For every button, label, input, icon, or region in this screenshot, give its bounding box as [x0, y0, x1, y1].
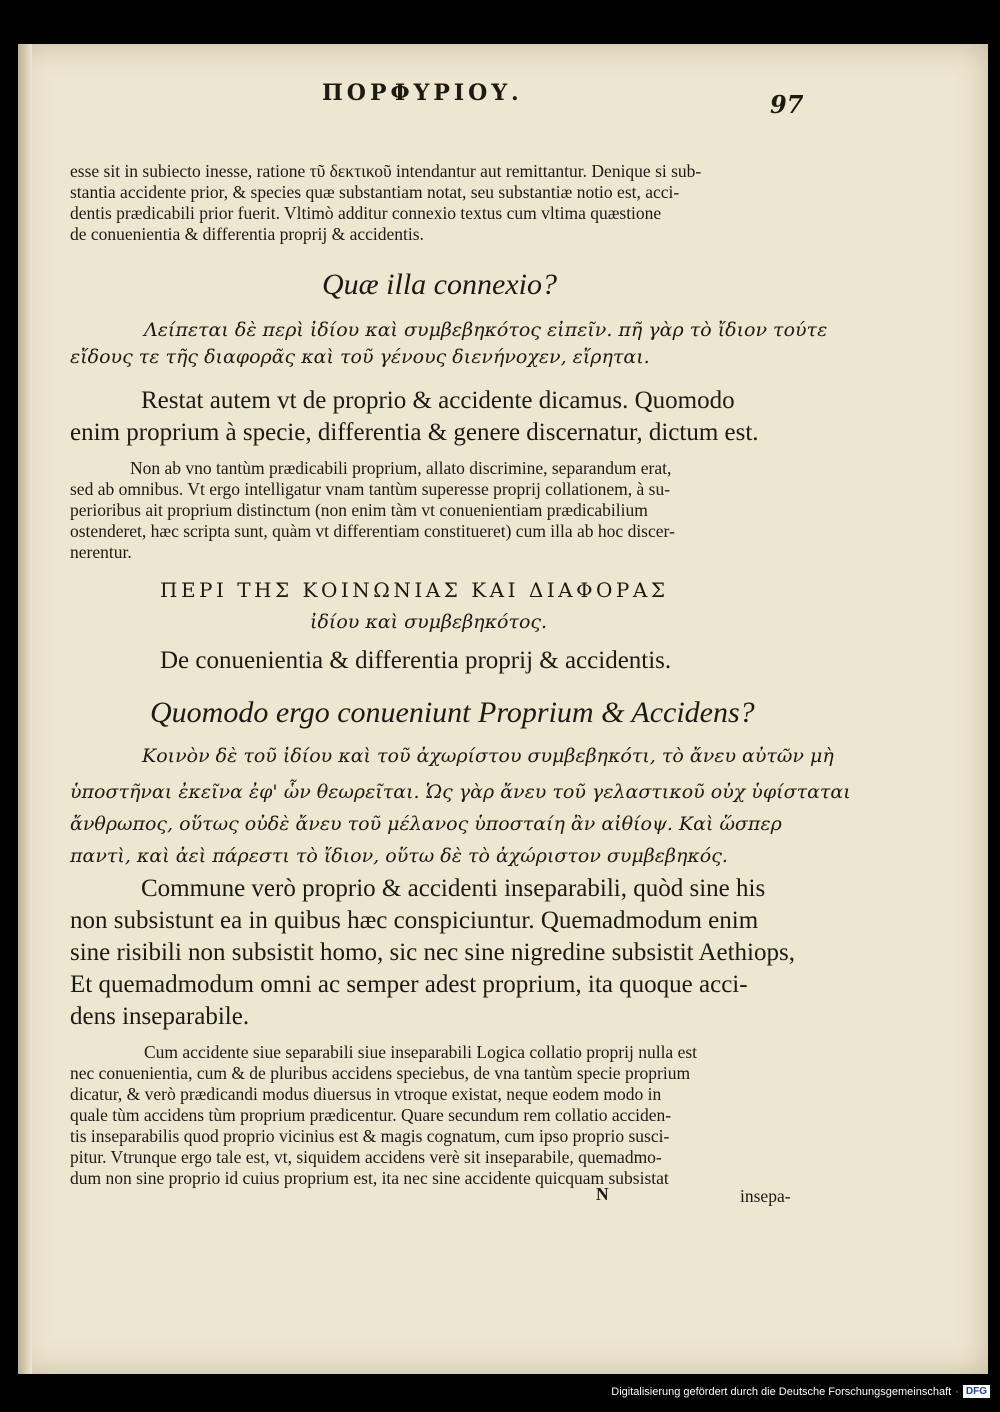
page-edge	[18, 44, 32, 1374]
signature-mark: N	[596, 1184, 609, 1204]
question-heading: Quæ illa connexio?	[322, 268, 557, 301]
section-title-latin: De conuenientia & differentia proprij & accidentis.	[160, 647, 672, 674]
latin-translation-line: enim proprium à specie, differentia & genere discernatur, dictum est.	[70, 419, 759, 446]
commentary-line: pitur. Vtrunque ergo tale est, vt, siquidem accidens verè sit inseparabile, quemadmo-	[70, 1147, 662, 1167]
para1-line: dentis prædicabili prior fuerit. Vltimò additur connexio textus cum vltima quæstione	[70, 203, 662, 223]
latin-translation-line: sine risibili non subsistit homo, sic nec sine nigredine subsistit Aethiops,	[70, 939, 795, 966]
greek-text-line: εἴδους τε τῆς διαφορᾶς καὶ τοῦ γένους διενήνοχεν, εἴρηται.	[70, 346, 650, 368]
para1-line: esse sit in subiecto inesse, ratione τῦ δεκτικοῦ intendantur aut remittantur. Denique si sub-	[70, 161, 702, 181]
commentary-line: tis inseparabilis quod proprio vicinius est & magis cognatum, cum ipso proprio susci-	[70, 1126, 670, 1146]
commentary-line: dicatur, & verò prædicandi modus diuersus in vtroque existat, neque eodem modo in	[70, 1084, 662, 1104]
para1-line: stantia accidente prior, & species quæ substantiam notat, seu substantiæ notio est, acci-	[70, 182, 680, 202]
greek-text-line: ἄνθρωπος, οὕτως οὐδὲ ἄνευ τοῦ μέλανος ὑποσταίη ἂν αἰθίοψ. Καὶ ὥσπερ	[70, 813, 782, 835]
commentary-line: nec conuenientia, cum & de pluribus accidens speciebus, de vna tantùm specie proprium	[70, 1063, 691, 1083]
commentary-line: dum non sine proprio id cuius proprium est, ita nec sine accidente quicquam subsistat	[70, 1168, 669, 1188]
latin-translation-line: Et quemadmodum omni ac semper adest proprium, ita quoque acci-	[70, 971, 748, 998]
greek-text-line: Κοινὸν δὲ τοῦ ἰδίου καὶ τοῦ ἀχωρίστου συμβεβηκότι, τὸ ἄνευ αὐτῶν μὴ	[142, 745, 834, 767]
commentary-line: ostenderet, hæc scripta sunt, quàm vt differentiam constitueret) cum illa ab hoc discer-	[70, 521, 675, 541]
section-title-greek: ΠΕΡΙ ΤΗΣ ΚΟΙΝΩΝΙΑΣ ΚΑΙ ΔΙΑΦΟΡΑΣ	[160, 578, 669, 602]
section-subtitle-greek: ἰδίου καὶ συμβεβηκότος.	[310, 611, 548, 633]
greek-text-line: Λείπεται δὲ περὶ ἰδίου καὶ συμβεβηκότος εἰπεῖν. πῆ γὰρ τὸ ἴδιον τούτε	[144, 319, 828, 341]
digitization-footer	[611, 1385, 990, 1398]
page-number: 97	[770, 90, 804, 119]
commentary-line: perioribus ait proprium distinctum (non enim tàm vt conuenientiam prædicabilium	[70, 500, 648, 520]
greek-text-line: ὑποστῆναι ἐκεῖνα ἐφ' ὧν θεωρεῖται. Ὡς γὰρ ἄνευ τοῦ γελαστικοῦ οὐχ ὑφίσταται	[70, 781, 851, 803]
para1-line: de conuenientia & differentia proprij & accidentis.	[70, 224, 424, 244]
footer-text: Digitalisierung gefördert durch die Deutsche Forschungsgemeinschaft	[611, 1385, 952, 1398]
footer-separator: ·	[955, 1385, 959, 1398]
latin-translation-line: Restat autem vt de proprio & accidente dicamus. Quomodo	[141, 387, 735, 414]
catchword: insepa-	[740, 1186, 791, 1206]
greek-text-line: παντὶ, καὶ ἀεὶ πάρεστι τὸ ἴδιον, οὕτω δὲ τὸ ἀχώριστον συμβεβηκός.	[70, 845, 728, 867]
latin-translation-line: dens inseparabile.	[70, 1003, 250, 1030]
latin-translation-line: Commune verò proprio & accidenti inseparabili, quòd sine his	[141, 875, 766, 902]
commentary-line: sed ab omnibus. Vt ergo intelligatur vnam tantùm superesse proprij collationem, à su-	[70, 479, 671, 499]
commentary-line: quale tùm accidens tùm proprium prædicentur. Quare secundum rem collatio acciden-	[70, 1105, 672, 1125]
running-head: ΠΟΡΦΥΡΙΟΥ.	[322, 80, 523, 106]
question-heading: Quomodo ergo conueniunt Proprium & Accidens?	[150, 696, 755, 729]
dfg-logo: DFG	[963, 1385, 990, 1398]
commentary-line: nerentur.	[70, 542, 132, 562]
commentary-line: Cum accidente siue separabili siue inseparabili Logica collatio proprij nulla est	[144, 1042, 698, 1062]
latin-translation-line: non subsistunt ea in quibus hæc conspiciuntur. Quemadmodum enim	[70, 907, 759, 934]
commentary-line: Non ab vno tantùm prædicabili proprium, allato discrimine, separandum erat,	[130, 458, 672, 478]
